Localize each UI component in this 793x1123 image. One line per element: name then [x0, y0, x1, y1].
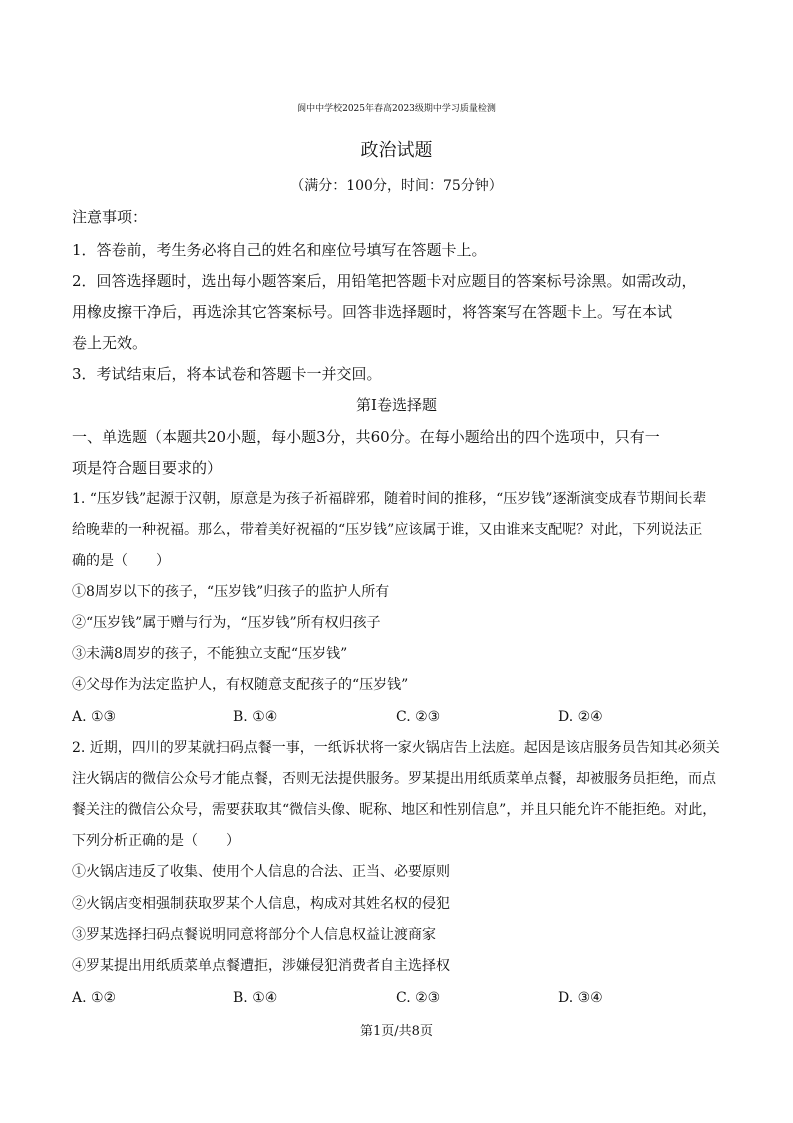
section-intro: 一、单选题（本题共20小题，每小题3分，共60分。在每小题给出的四个选项中，只有一: [72, 428, 660, 446]
option-d: D. ③④: [558, 990, 603, 1006]
question-stem-line: 给晚辈的一种祝福。那么，带着美好祝福的“压岁钱”应该属于谁，又由谁来支配呢？对此，下列说法正: [72, 522, 703, 538]
question-statement: ①火锅店违反了收集、使用个人信息的合法、正当、必要原则: [72, 864, 450, 880]
note-item: 1．答卷前，考生务必将自己的姓名和座位号填写在答题卡上。: [72, 241, 487, 259]
question-statement: ③未满8周岁的孩子，不能独立支配“压岁钱”: [72, 646, 348, 662]
note-item: 用橡皮擦干净后，再选涂其它答案标号。回答非选择题时，将答案写在答题卡上。写在本试: [72, 303, 673, 321]
option-b: B. ①④: [233, 709, 278, 725]
note-item: 2．回答选择题时，选出每小题答案后，用铅笔把答题卡对应题目的答案标号涂黑。如需改动，: [72, 272, 697, 290]
option-c: C. ②③: [396, 709, 441, 725]
question-statement: ④父母作为法定监护人，有权随意支配孩子的“压岁钱”: [72, 677, 409, 693]
notes-heading: 注意事项：: [72, 208, 148, 226]
section-title: 第I卷选择题: [356, 396, 437, 414]
option-c: C. ②③: [396, 990, 441, 1006]
question-stem-line: 餐关注的微信公众号，需要获取其“微信头像、昵称、地区和性别信息”，并且只能允许不能拒绝。对此，: [72, 802, 717, 818]
option-a: A. ①③: [72, 709, 117, 725]
page-number: 第1页/共8页: [360, 1024, 433, 1039]
question-statement: ②火锅店变相强制获取罗某个人信息，构成对其姓名权的侵犯: [72, 896, 450, 912]
option-a: A. ①②: [72, 990, 117, 1006]
section-intro: 项是符合题目要求的）: [72, 459, 223, 477]
exam-title: 阆中中学校2025年春高2023级期中学习质量检测: [297, 104, 496, 114]
note-item: 卷上无效。: [72, 334, 148, 352]
question-stem-line: 注火锅店的微信公众号才能点餐，否则无法提供服务。罗某提出用纸质菜单点餐，却被服务员拒绝，而点: [72, 771, 716, 787]
note-item: 3．考试结束后，将本试卷和答题卡一并交回。: [72, 365, 382, 383]
option-b: B. ①④: [233, 990, 278, 1006]
question-stem-line: 1. “压岁钱”起源于汉朝，原意是为孩子祈福辟邪，随着时间的推移，“压岁钱”逐渐演变成春节期间长辈: [72, 491, 707, 507]
question-statement: ②“压岁钱”属于赠与行为，“压岁钱”所有权归孩子: [72, 615, 381, 631]
question-stem-line: 2. 近期，四川的罗某就扫码点餐一事，一纸诉状将一家火锅店告上法庭。起因是该店服务员告知其必须关: [72, 740, 720, 756]
question-statement: ③罗某选择扫码点餐说明同意将部分个人信息权益让渡商家: [72, 927, 436, 943]
score-time-info: （满分：100分，时间：75分钟）: [290, 178, 503, 194]
question-statement: ④罗某提出用纸质菜单点餐遭拒，涉嫌侵犯消费者自主选择权: [72, 958, 450, 974]
question-stem-line: 确的是（ ）: [72, 553, 170, 569]
option-d: D. ②④: [558, 709, 603, 725]
exam-subject: 政治试题: [360, 140, 433, 161]
question-statement: ①8周岁以下的孩子，“压岁钱”归孩子的监护人所有: [72, 584, 390, 600]
question-stem-line: 下列分析正确的是（ ）: [72, 833, 240, 849]
